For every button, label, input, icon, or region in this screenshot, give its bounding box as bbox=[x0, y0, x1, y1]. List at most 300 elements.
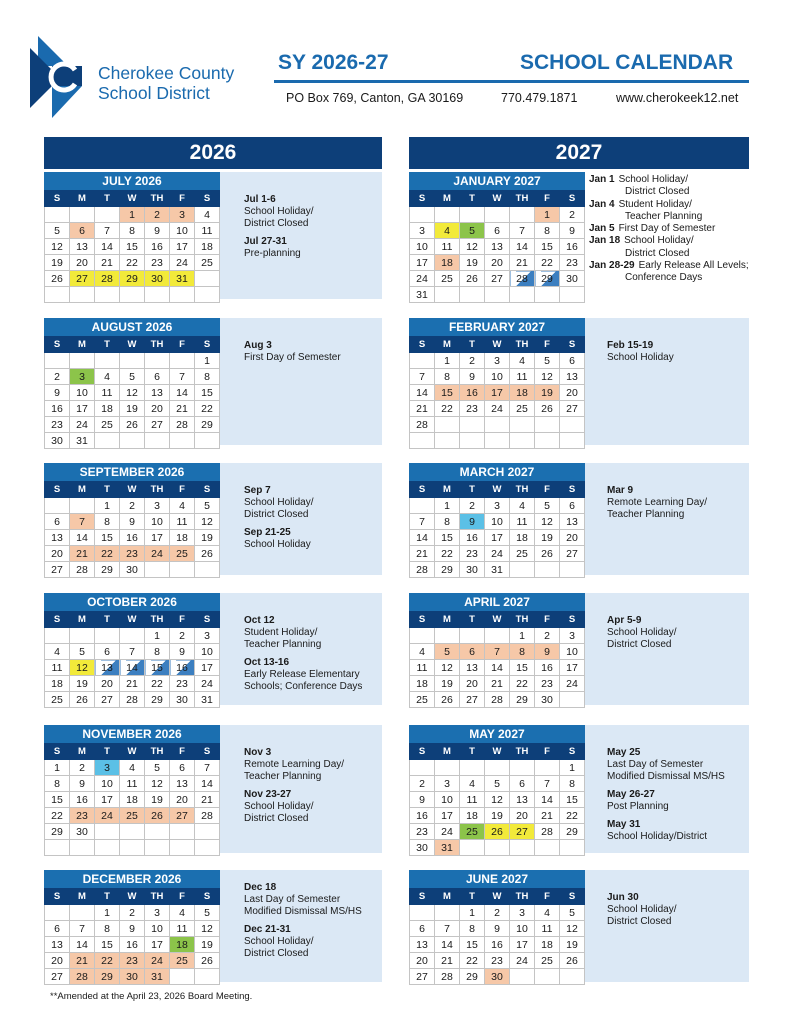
day-cell: 24 bbox=[170, 255, 195, 271]
month-table bbox=[44, 743, 220, 856]
day-cell: 21 bbox=[410, 401, 435, 417]
day-cell: 30 bbox=[485, 969, 510, 985]
day-cell: 14 bbox=[435, 937, 460, 953]
day-cell: 27 bbox=[145, 417, 170, 433]
day-cell: 30 bbox=[170, 692, 195, 708]
note-text: Post Planning bbox=[607, 801, 669, 812]
day-cell: 3 bbox=[95, 760, 120, 776]
day-cell: 18 bbox=[170, 937, 195, 953]
day-cell: 9 bbox=[45, 385, 70, 401]
day-cell: 20 bbox=[145, 401, 170, 417]
month-table bbox=[409, 743, 585, 856]
weekday-label: T bbox=[95, 337, 120, 353]
weekday-label: F bbox=[170, 482, 195, 498]
weekday-label: W bbox=[485, 744, 510, 760]
day-cell: 8 bbox=[435, 369, 460, 385]
day-cell: 23 bbox=[410, 824, 435, 840]
day-cell: 1 bbox=[95, 498, 120, 514]
day-cell bbox=[535, 417, 560, 433]
note-date: Jan 4 bbox=[589, 198, 615, 210]
day-cell: 20 bbox=[70, 255, 95, 271]
week-row bbox=[410, 401, 585, 417]
day-cell: 20 bbox=[560, 530, 585, 546]
day-cell: 22 bbox=[195, 401, 220, 417]
day-cell: 16 bbox=[410, 808, 435, 824]
day-cell: 5 bbox=[45, 223, 70, 239]
day-cell bbox=[460, 628, 485, 644]
week-row bbox=[45, 385, 220, 401]
week-row bbox=[45, 546, 220, 562]
week-row bbox=[410, 255, 585, 271]
month-table bbox=[44, 190, 220, 303]
week-row bbox=[45, 760, 220, 776]
day-cell: 2 bbox=[560, 207, 585, 223]
day-cell: 15 bbox=[435, 530, 460, 546]
day-cell: 3 bbox=[195, 628, 220, 644]
day-cell: 24 bbox=[560, 676, 585, 692]
day-cell bbox=[535, 760, 560, 776]
weekday-label: F bbox=[170, 889, 195, 905]
day-cell: 10 bbox=[510, 921, 535, 937]
day-cell: 13 bbox=[560, 514, 585, 530]
day-cell: 13 bbox=[70, 239, 95, 255]
day-cell: 9 bbox=[560, 223, 585, 239]
week-row bbox=[45, 953, 220, 969]
day-cell: 16 bbox=[120, 937, 145, 953]
week-row bbox=[410, 223, 585, 239]
day-cell: 6 bbox=[170, 760, 195, 776]
day-cell: 24 bbox=[410, 271, 435, 287]
weekday-label: S bbox=[195, 482, 220, 498]
day-cell bbox=[145, 824, 170, 840]
day-cell: 30 bbox=[410, 840, 435, 856]
weekday-label: W bbox=[485, 889, 510, 905]
day-cell: 22 bbox=[145, 676, 170, 692]
day-cell: 4 bbox=[435, 223, 460, 239]
day-cell bbox=[195, 969, 220, 985]
day-cell: 14 bbox=[410, 530, 435, 546]
note-text: School Holiday/ bbox=[624, 235, 694, 247]
day-cell: 16 bbox=[120, 530, 145, 546]
day-cell: 30 bbox=[145, 271, 170, 287]
day-cell: 17 bbox=[95, 792, 120, 808]
day-cell: 2 bbox=[45, 369, 70, 385]
january-notes bbox=[589, 174, 751, 285]
day-cell bbox=[45, 498, 70, 514]
week-row bbox=[45, 905, 220, 921]
day-cell: 11 bbox=[195, 223, 220, 239]
day-cell bbox=[560, 562, 585, 578]
weekday-header-row bbox=[410, 889, 585, 905]
day-cell: 18 bbox=[410, 676, 435, 692]
month-calendar bbox=[44, 593, 220, 708]
note-text: Teacher Planning bbox=[607, 509, 685, 520]
weekday-label: W bbox=[120, 612, 145, 628]
day-cell: 9 bbox=[410, 792, 435, 808]
weekday-label: T bbox=[460, 744, 485, 760]
day-cell: 15 bbox=[45, 792, 70, 808]
day-cell: 18 bbox=[45, 676, 70, 692]
week-row bbox=[410, 562, 585, 578]
day-cell: 14 bbox=[70, 530, 95, 546]
day-cell: 20 bbox=[485, 255, 510, 271]
day-cell bbox=[435, 287, 460, 303]
day-cell: 7 bbox=[535, 776, 560, 792]
day-cell bbox=[70, 905, 95, 921]
weekday-label: F bbox=[535, 612, 560, 628]
website-link[interactable]: www.cherokeek12.net bbox=[616, 91, 739, 105]
day-cell bbox=[460, 760, 485, 776]
day-cell bbox=[95, 207, 120, 223]
day-cell bbox=[435, 417, 460, 433]
day-cell bbox=[485, 207, 510, 223]
week-row bbox=[45, 530, 220, 546]
day-cell: 31 bbox=[410, 287, 435, 303]
note-date: Jan 18 bbox=[589, 235, 621, 247]
week-row bbox=[410, 207, 585, 223]
day-cell: 19 bbox=[195, 530, 220, 546]
note-date: Jul 1-6 bbox=[244, 194, 276, 205]
weekday-label: T bbox=[460, 191, 485, 207]
day-cell: 29 bbox=[535, 271, 560, 287]
day-cell: 17 bbox=[70, 401, 95, 417]
day-cell: 11 bbox=[460, 792, 485, 808]
day-cell: 25 bbox=[460, 824, 485, 840]
day-cell: 4 bbox=[460, 776, 485, 792]
day-cell bbox=[510, 287, 535, 303]
week-row bbox=[45, 660, 220, 676]
month-table bbox=[44, 611, 220, 708]
week-row bbox=[410, 792, 585, 808]
day-cell bbox=[560, 840, 585, 856]
weekday-label: T bbox=[95, 191, 120, 207]
weekday-label: M bbox=[70, 612, 95, 628]
day-cell: 9 bbox=[460, 514, 485, 530]
day-cell: 10 bbox=[435, 792, 460, 808]
day-cell: 31 bbox=[170, 271, 195, 287]
day-cell bbox=[460, 207, 485, 223]
day-cell bbox=[70, 840, 95, 856]
day-cell: 26 bbox=[70, 692, 95, 708]
day-cell: 25 bbox=[410, 692, 435, 708]
day-cell: 17 bbox=[485, 385, 510, 401]
day-cell: 10 bbox=[70, 385, 95, 401]
day-cell: 8 bbox=[120, 223, 145, 239]
day-cell: 28 bbox=[170, 417, 195, 433]
day-cell: 13 bbox=[95, 660, 120, 676]
day-cell: 12 bbox=[195, 514, 220, 530]
note-text: Teacher Planning bbox=[244, 639, 322, 650]
weekday-label: F bbox=[535, 482, 560, 498]
note-row bbox=[589, 260, 751, 272]
day-cell: 27 bbox=[560, 546, 585, 562]
day-cell: 30 bbox=[70, 824, 95, 840]
note-text: First Day of Semester bbox=[244, 352, 341, 363]
day-cell: 28 bbox=[120, 692, 145, 708]
week-row bbox=[45, 824, 220, 840]
note-text: District Closed bbox=[625, 247, 690, 259]
day-cell: 3 bbox=[560, 628, 585, 644]
day-cell: 18 bbox=[95, 401, 120, 417]
day-cell: 10 bbox=[560, 644, 585, 660]
day-cell: 7 bbox=[410, 514, 435, 530]
weekday-label: S bbox=[560, 744, 585, 760]
day-cell: 7 bbox=[70, 514, 95, 530]
day-cell: 13 bbox=[410, 937, 435, 953]
day-cell bbox=[460, 840, 485, 856]
day-cell: 23 bbox=[460, 401, 485, 417]
day-cell: 17 bbox=[485, 530, 510, 546]
day-cell bbox=[45, 353, 70, 369]
day-cell bbox=[195, 824, 220, 840]
day-cell bbox=[170, 562, 195, 578]
district-name bbox=[98, 63, 234, 103]
header-divider bbox=[274, 80, 749, 83]
day-cell bbox=[535, 287, 560, 303]
day-cell: 1 bbox=[120, 207, 145, 223]
note-date: Nov 23-27 bbox=[244, 789, 292, 800]
weekday-label: S bbox=[195, 191, 220, 207]
day-cell: 2 bbox=[120, 905, 145, 921]
day-cell: 18 bbox=[170, 530, 195, 546]
day-cell: 27 bbox=[95, 692, 120, 708]
day-cell: 16 bbox=[560, 239, 585, 255]
day-cell: 3 bbox=[485, 353, 510, 369]
day-cell: 29 bbox=[560, 824, 585, 840]
day-cell: 11 bbox=[120, 776, 145, 792]
note-date: Oct 12 bbox=[244, 615, 275, 626]
week-row bbox=[45, 937, 220, 953]
note-date: May 31 bbox=[607, 819, 641, 830]
day-cell bbox=[95, 287, 120, 303]
month-calendar bbox=[409, 593, 585, 708]
week-row bbox=[45, 239, 220, 255]
day-cell: 23 bbox=[535, 676, 560, 692]
day-cell bbox=[170, 969, 195, 985]
weekday-label: S bbox=[195, 889, 220, 905]
month-table bbox=[409, 611, 585, 708]
week-row bbox=[410, 921, 585, 937]
weekday-label: S bbox=[560, 889, 585, 905]
day-cell: 28 bbox=[510, 271, 535, 287]
note-text: Last Day of Semester bbox=[607, 759, 704, 770]
day-cell bbox=[535, 969, 560, 985]
note-date: Jan 5 bbox=[589, 223, 615, 235]
day-cell: 25 bbox=[510, 546, 535, 562]
day-cell: 14 bbox=[510, 239, 535, 255]
weekday-label: S bbox=[410, 191, 435, 207]
week-row bbox=[410, 514, 585, 530]
day-cell: 20 bbox=[510, 808, 535, 824]
day-cell bbox=[170, 353, 195, 369]
week-row bbox=[410, 905, 585, 921]
month-notes bbox=[244, 485, 394, 551]
week-row bbox=[410, 433, 585, 449]
day-cell bbox=[145, 433, 170, 449]
note-date: Sep 7 bbox=[244, 485, 271, 496]
weekday-label: F bbox=[535, 191, 560, 207]
week-row bbox=[410, 628, 585, 644]
week-row bbox=[410, 676, 585, 692]
day-cell: 10 bbox=[145, 921, 170, 937]
weekday-label: M bbox=[435, 744, 460, 760]
day-cell: 19 bbox=[120, 401, 145, 417]
day-cell bbox=[195, 433, 220, 449]
day-cell: 16 bbox=[460, 385, 485, 401]
day-cell: 6 bbox=[560, 353, 585, 369]
note-text: Remote Learning Day/ bbox=[244, 759, 345, 770]
year-header-2027: 2027 bbox=[409, 137, 749, 169]
day-cell bbox=[70, 628, 95, 644]
month-title: DECEMBER 2026 bbox=[44, 870, 220, 888]
day-cell: 13 bbox=[170, 776, 195, 792]
note-text: Student Holiday/ bbox=[618, 198, 692, 210]
day-cell: 14 bbox=[195, 776, 220, 792]
day-cell bbox=[560, 433, 585, 449]
month-notes bbox=[607, 340, 757, 364]
day-cell: 10 bbox=[485, 369, 510, 385]
day-cell: 27 bbox=[70, 271, 95, 287]
address: PO Box 769, Canton, GA 30169 bbox=[286, 91, 464, 105]
day-cell: 24 bbox=[70, 417, 95, 433]
day-cell: 16 bbox=[535, 660, 560, 676]
day-cell: 4 bbox=[45, 644, 70, 660]
day-cell bbox=[45, 207, 70, 223]
note-text: School Holiday bbox=[244, 539, 311, 550]
weekday-label: S bbox=[410, 482, 435, 498]
day-cell: 1 bbox=[460, 905, 485, 921]
month-title: MARCH 2027 bbox=[409, 463, 585, 481]
day-cell: 7 bbox=[195, 760, 220, 776]
note-date: Dec 21-31 bbox=[244, 924, 291, 935]
day-cell: 15 bbox=[145, 660, 170, 676]
day-cell: 24 bbox=[510, 953, 535, 969]
day-cell: 6 bbox=[410, 921, 435, 937]
note-row bbox=[589, 223, 751, 235]
day-cell: 8 bbox=[195, 369, 220, 385]
day-cell bbox=[145, 353, 170, 369]
day-cell bbox=[485, 760, 510, 776]
day-cell: 26 bbox=[195, 546, 220, 562]
day-cell: 9 bbox=[120, 514, 145, 530]
weekday-label: W bbox=[485, 482, 510, 498]
day-cell: 30 bbox=[560, 271, 585, 287]
day-cell bbox=[170, 824, 195, 840]
weekday-label: S bbox=[560, 337, 585, 353]
day-cell bbox=[410, 760, 435, 776]
day-cell bbox=[45, 628, 70, 644]
weekday-label: S bbox=[410, 744, 435, 760]
day-cell: 11 bbox=[435, 239, 460, 255]
week-row bbox=[410, 353, 585, 369]
weekday-label: TH bbox=[145, 744, 170, 760]
day-cell: 5 bbox=[195, 498, 220, 514]
note-text: School Holiday bbox=[607, 352, 674, 363]
week-row bbox=[45, 498, 220, 514]
day-cell: 6 bbox=[485, 223, 510, 239]
weekday-label: W bbox=[485, 191, 510, 207]
weekday-label: F bbox=[170, 191, 195, 207]
day-cell: 7 bbox=[170, 369, 195, 385]
day-cell: 27 bbox=[410, 969, 435, 985]
day-cell: 9 bbox=[170, 644, 195, 660]
weekday-label: M bbox=[70, 889, 95, 905]
weekday-label: S bbox=[560, 482, 585, 498]
month-notes bbox=[607, 747, 757, 843]
day-cell: 16 bbox=[460, 530, 485, 546]
note-text: Student Holiday/ bbox=[244, 627, 318, 638]
day-cell: 24 bbox=[145, 546, 170, 562]
month-notes bbox=[607, 615, 757, 651]
day-cell: 25 bbox=[195, 255, 220, 271]
month-calendar bbox=[409, 725, 585, 856]
note-text: School Holiday/District bbox=[607, 831, 708, 842]
weekday-label: F bbox=[535, 889, 560, 905]
weekday-label: M bbox=[70, 482, 95, 498]
day-cell bbox=[70, 353, 95, 369]
day-cell: 30 bbox=[120, 969, 145, 985]
day-cell: 12 bbox=[560, 921, 585, 937]
day-cell: 12 bbox=[70, 660, 95, 676]
note-text: Early Release Elementary bbox=[244, 669, 360, 680]
weekday-label: W bbox=[120, 482, 145, 498]
weekday-label: W bbox=[120, 889, 145, 905]
day-cell: 15 bbox=[460, 937, 485, 953]
week-row bbox=[410, 385, 585, 401]
month-notes bbox=[607, 485, 757, 521]
day-cell: 26 bbox=[120, 417, 145, 433]
day-cell: 19 bbox=[45, 255, 70, 271]
weekday-label: S bbox=[45, 744, 70, 760]
weekday-label: T bbox=[460, 889, 485, 905]
weekday-label: TH bbox=[510, 612, 535, 628]
weekday-label: M bbox=[70, 191, 95, 207]
day-cell: 21 bbox=[510, 255, 535, 271]
day-cell bbox=[120, 287, 145, 303]
note-date: May 26-27 bbox=[607, 789, 655, 800]
weekday-label: M bbox=[435, 889, 460, 905]
day-cell: 28 bbox=[485, 692, 510, 708]
day-cell: 17 bbox=[560, 660, 585, 676]
day-cell bbox=[435, 628, 460, 644]
day-cell: 19 bbox=[560, 937, 585, 953]
day-cell: 9 bbox=[120, 921, 145, 937]
day-cell: 18 bbox=[535, 937, 560, 953]
note-date: Sep 21-25 bbox=[244, 527, 291, 538]
day-cell bbox=[485, 840, 510, 856]
day-cell bbox=[510, 969, 535, 985]
month-table bbox=[409, 888, 585, 985]
day-cell: 22 bbox=[560, 808, 585, 824]
day-cell: 25 bbox=[120, 808, 145, 824]
day-cell bbox=[485, 433, 510, 449]
day-cell: 17 bbox=[170, 239, 195, 255]
day-cell: 19 bbox=[195, 937, 220, 953]
week-row bbox=[410, 271, 585, 287]
weekday-label: S bbox=[45, 482, 70, 498]
day-cell: 28 bbox=[70, 562, 95, 578]
day-cell: 26 bbox=[560, 953, 585, 969]
week-row bbox=[45, 271, 220, 287]
weekday-header-row bbox=[410, 612, 585, 628]
week-row bbox=[410, 546, 585, 562]
note-text: District Closed bbox=[244, 948, 309, 959]
weekday-label: M bbox=[70, 337, 95, 353]
day-cell: 8 bbox=[460, 921, 485, 937]
weekday-label: TH bbox=[510, 482, 535, 498]
day-cell bbox=[460, 287, 485, 303]
day-cell: 6 bbox=[145, 369, 170, 385]
